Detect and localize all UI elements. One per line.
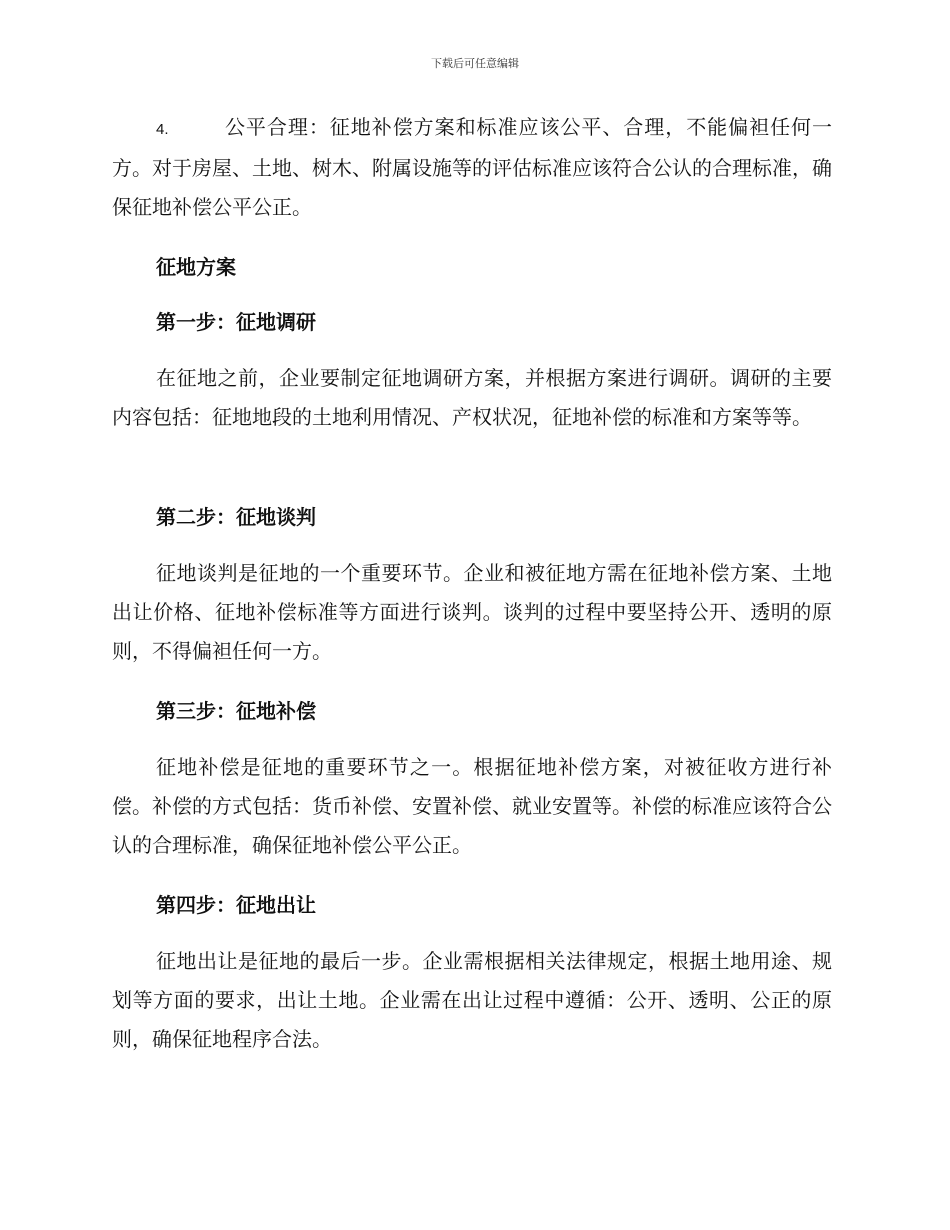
step-heading: 第一步：征地调研 bbox=[156, 310, 316, 334]
step-4-heading bbox=[112, 890, 832, 920]
step-heading: 第三步：征地补偿 bbox=[156, 699, 316, 723]
section-title bbox=[112, 252, 832, 282]
page-header: 下载后可任意编辑 bbox=[431, 57, 519, 70]
list-item-4 bbox=[112, 108, 832, 227]
step-paragraph: 在征地之前，企业要制定征地调研方案，并根据方案进行调研。调研的主要内容包括：征地地段的土地利用情况、产权状况，征地补偿的标准和方案等等。 bbox=[112, 366, 832, 429]
step-2-heading bbox=[112, 502, 832, 532]
section-title-text: 征地方案 bbox=[156, 255, 236, 279]
list-number: 4. bbox=[156, 121, 169, 138]
step-1-heading bbox=[112, 307, 832, 337]
step-paragraph: 征地谈判是征地的一个重要环节。企业和被征地方需在征地补偿方案、土地出让价格、征地补偿标准等方面进行谈判。谈判的过程中要坚持公开、透明的原则，不得偏袒任何一方。 bbox=[112, 561, 832, 663]
step-paragraph: 征地补偿是征地的重要环节之一。根据征地补偿方案，对被征收方进行补偿。补偿的方式包括：货币补偿、安置补偿、就业安置等。补偿的标准应该符合公认的合理标准，确保征地补偿公平公正。 bbox=[112, 755, 832, 857]
step-3-heading bbox=[112, 696, 832, 726]
step-1-body bbox=[112, 359, 832, 437]
step-paragraph: 征地出让是征地的最后一步。企业需根据相关法律规定，根据土地用途、规划等方面的要求，出让土地。企业需在出让过程中遵循：公开、透明、公正的原则，确保征地程序合法。 bbox=[112, 949, 832, 1051]
step-heading: 第四步：征地出让 bbox=[156, 893, 316, 917]
step-3-body bbox=[112, 748, 832, 865]
step-4-body bbox=[112, 942, 832, 1059]
list-item-text: 公平合理：征地补偿方案和标准应该公平、合理，不能偏袒任何一方。对于房屋、土地、树木、附属设施等的评估标准应该符合公认的合理标准，确保征地补偿公平公正。 bbox=[112, 115, 832, 219]
step-heading: 第二步：征地谈判 bbox=[156, 505, 316, 529]
step-2-body bbox=[112, 554, 832, 671]
